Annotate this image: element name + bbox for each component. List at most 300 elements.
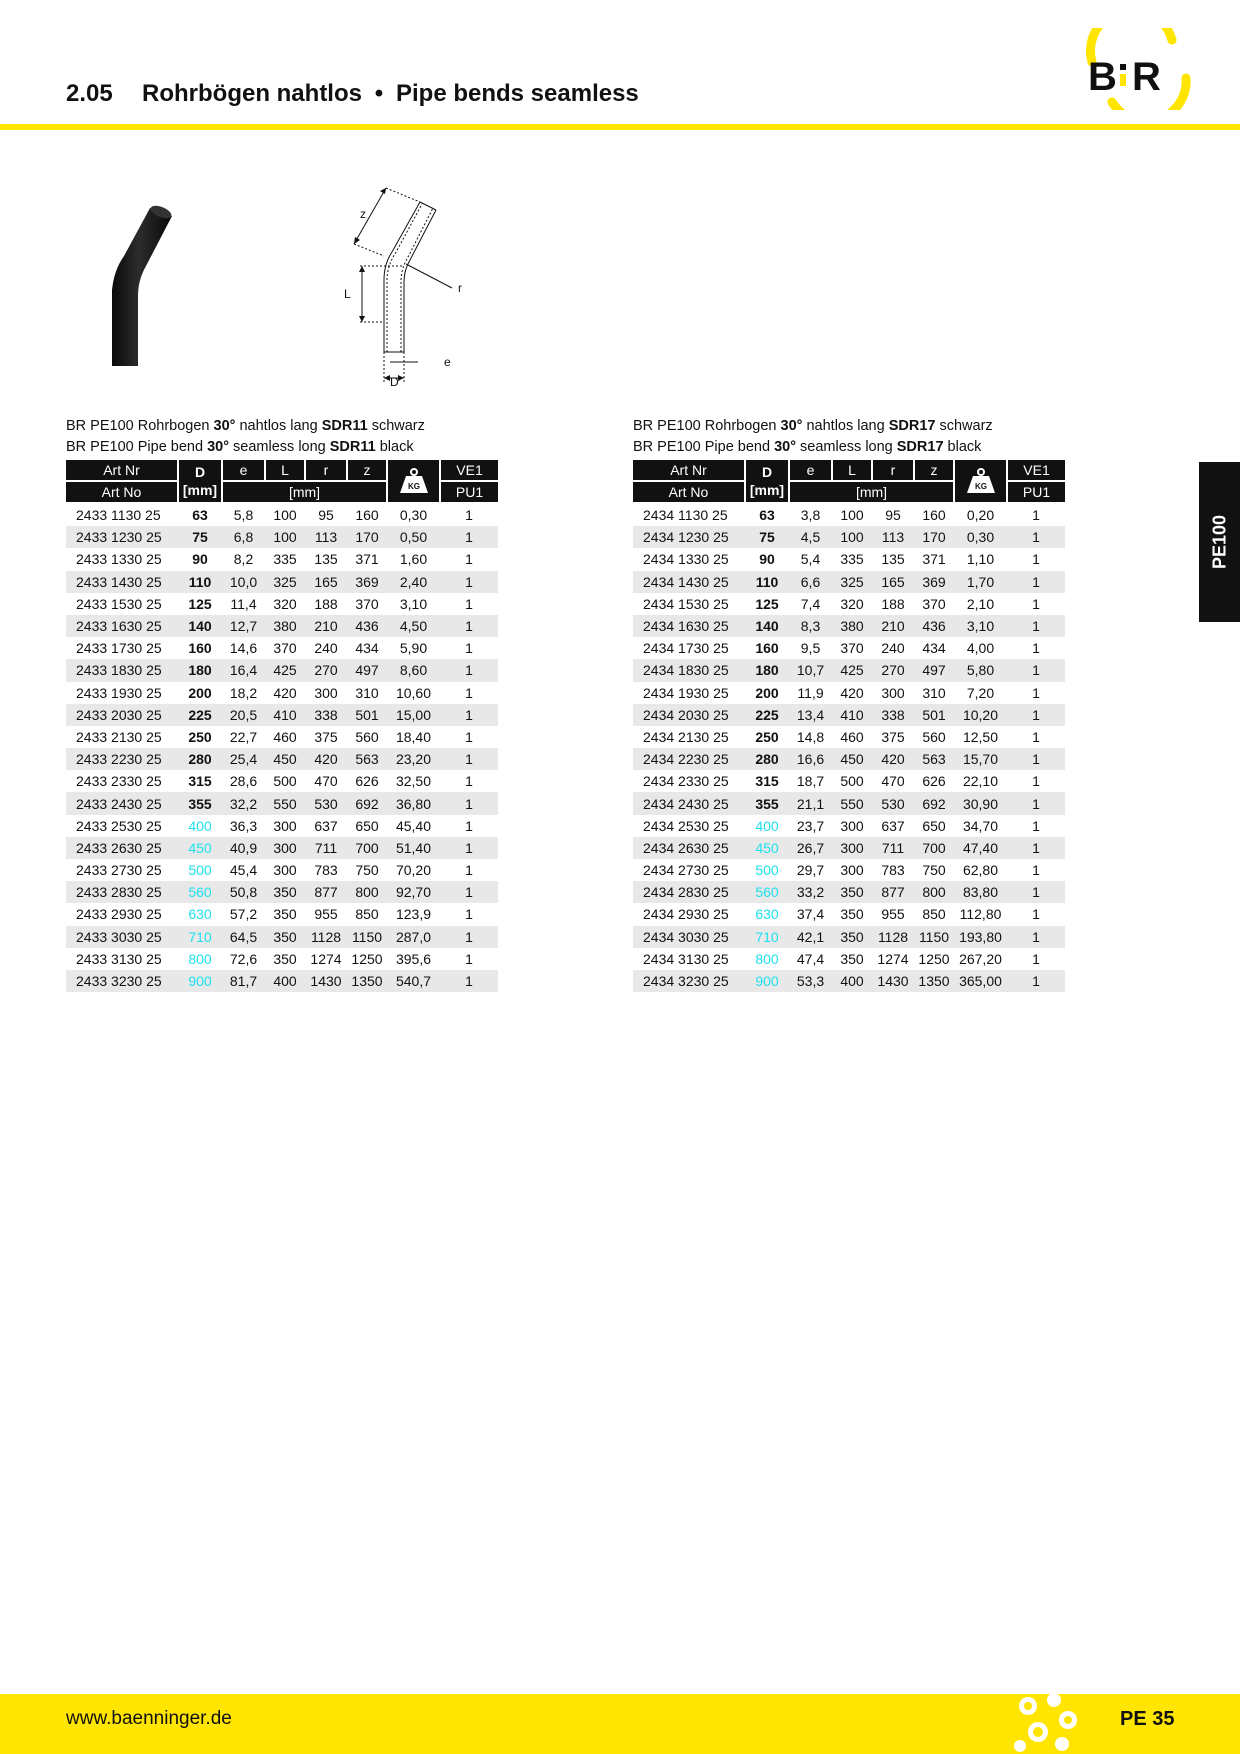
- table-row: [66, 748, 498, 770]
- cell-e: 13,4: [789, 704, 832, 726]
- cell-l: 300: [265, 837, 305, 859]
- caption-german: BR PE100 Rohrbogen 30° nahtlos lang SDR11 schwarz: [66, 418, 425, 434]
- table-row: [633, 859, 1065, 881]
- cell-l: 100: [840, 507, 864, 524]
- cell-ve1: 1: [440, 704, 498, 726]
- cell-e: 8,3: [789, 615, 832, 637]
- cell-e: 57,2: [229, 906, 258, 923]
- table-row: [633, 615, 1065, 637]
- cell-d: 450: [745, 837, 789, 859]
- cell-e: 25,4: [222, 748, 265, 770]
- diagram-label-l: L: [344, 287, 351, 301]
- cell-weight: 3,10: [954, 615, 1007, 637]
- header-l: L: [265, 460, 305, 481]
- cell-l: 380: [265, 615, 305, 637]
- cell-weight: 1,70: [954, 571, 1007, 593]
- cell-l: 500: [840, 773, 864, 790]
- cell-art-no: 2434 1830 25: [633, 659, 745, 681]
- header-pu1: PU1: [440, 481, 498, 503]
- cell-r: 530: [872, 792, 914, 814]
- svg-text:KG: KG: [974, 482, 987, 491]
- cell-r: 637: [314, 817, 338, 834]
- cell-ve1: 1: [1032, 507, 1040, 524]
- header-pu1: PU1: [1007, 481, 1065, 503]
- cell-e: 36,3: [229, 817, 258, 834]
- cell-r: 420: [872, 748, 914, 770]
- cell-d: 500: [188, 862, 212, 879]
- cell-r: 783: [881, 862, 905, 879]
- table-row: [633, 837, 1065, 859]
- cell-weight: 3,10: [399, 595, 428, 612]
- cell-d: 110: [178, 571, 222, 593]
- cell-art-no: 2434 1130 25: [643, 507, 728, 524]
- cell-ve1: 1: [1007, 571, 1065, 593]
- table-row: [633, 704, 1065, 726]
- cell-l: 425: [832, 659, 872, 681]
- cell-art-no: 2434 2030 25: [633, 704, 745, 726]
- header-mm: [mm]: [222, 481, 387, 503]
- cell-r: 470: [881, 773, 905, 790]
- cell-e: 40,9: [222, 837, 265, 859]
- cell-e: 20,5: [222, 704, 265, 726]
- cell-r: 1128: [305, 926, 347, 948]
- cell-art-no: 2434 1330 25: [643, 551, 729, 568]
- header-r: r: [305, 460, 347, 481]
- weight-icon: [965, 467, 997, 495]
- cell-d: 900: [178, 970, 222, 992]
- cell-weight: 12,50: [962, 728, 999, 745]
- cell-l: 420: [273, 684, 297, 701]
- cell-d: 560: [178, 881, 222, 903]
- table-row: [66, 815, 498, 837]
- cell-ve1: 1: [440, 659, 498, 681]
- cell-e: 47,4: [796, 950, 825, 967]
- cell-art-no: 2434 3230 25: [633, 970, 745, 992]
- table-row: [66, 548, 498, 570]
- cell-r: 188: [881, 595, 905, 612]
- table-row: [633, 571, 1065, 593]
- caption-english: BR PE100 Pipe bend 30° seamless long SDR11 black: [66, 439, 414, 455]
- cell-art-no: 2433 2730 25: [76, 862, 162, 879]
- cell-l: 450: [832, 748, 872, 770]
- cell-d: 225: [745, 704, 789, 726]
- cell-d: 800: [188, 950, 212, 967]
- cell-r: 470: [314, 773, 338, 790]
- cell-d: 315: [188, 773, 212, 790]
- cell-z: 170: [347, 526, 387, 548]
- cell-weight: 4,50: [387, 615, 440, 637]
- cell-d: 200: [755, 684, 779, 701]
- cell-weight: 36,80: [387, 792, 440, 814]
- cell-d: 250: [188, 728, 212, 745]
- cell-weight: 51,40: [387, 837, 440, 859]
- cell-r: 637: [881, 817, 905, 834]
- cell-e: 11,4: [230, 595, 257, 612]
- cell-l: 325: [265, 571, 305, 593]
- cell-z: 700: [914, 837, 954, 859]
- header-e: e: [789, 460, 832, 481]
- header-ve1: VE1: [440, 460, 498, 481]
- cell-e: 14,6: [229, 640, 258, 657]
- cell-art-no: 2434 2930 25: [643, 906, 729, 923]
- cell-d: 400: [755, 817, 779, 834]
- cell-art-no: 2433 2130 25: [76, 728, 162, 745]
- table-row: [633, 682, 1065, 704]
- cell-weight: 0,30: [399, 507, 428, 524]
- cell-weight: 1,60: [399, 551, 428, 568]
- cell-art-no: 2434 3130 25: [643, 950, 729, 967]
- footer-website-link[interactable]: www.baenninger.de: [66, 1708, 232, 1729]
- cell-weight: 23,20: [387, 748, 440, 770]
- cell-weight: 7,20: [966, 684, 995, 701]
- cell-d: 140: [745, 615, 789, 637]
- cell-weight: 0,20: [966, 507, 995, 524]
- cell-r: 240: [314, 640, 338, 657]
- cell-z: 563: [347, 748, 387, 770]
- section-number: 2.05: [66, 80, 113, 107]
- header-mm: [mm]: [789, 481, 954, 503]
- cell-weight: 193,80: [954, 926, 1007, 948]
- cell-l: 410: [265, 704, 305, 726]
- table-row: [66, 792, 498, 814]
- cell-e: 8,2: [233, 551, 254, 568]
- cell-weight: 0,50: [387, 526, 440, 548]
- cell-e: 33,2: [789, 881, 832, 903]
- cell-weight: 34,70: [962, 817, 999, 834]
- cell-z: 560: [922, 728, 946, 745]
- cell-weight: 10,60: [395, 684, 432, 701]
- cell-d: 400: [188, 817, 212, 834]
- cell-art-no: 2433 3030 25: [66, 926, 178, 948]
- title-english: Pipe bends seamless: [395, 80, 639, 107]
- table-row: [66, 770, 498, 792]
- caption-german: BR PE100 Rohrbogen 30° nahtlos lang SDR17 schwarz: [633, 418, 993, 434]
- cell-e: 7,4: [800, 595, 821, 612]
- cell-e: 6,6: [789, 571, 832, 593]
- header-r: r: [872, 460, 914, 481]
- cell-l: 450: [265, 748, 305, 770]
- cell-weight: 45,40: [395, 817, 432, 834]
- cell-l: 350: [273, 950, 297, 967]
- header-d: D [mm]: [178, 460, 222, 503]
- cell-l: 300: [273, 817, 297, 834]
- cell-ve1: 1: [465, 950, 473, 967]
- cell-ve1: 1: [465, 728, 473, 745]
- cell-l: 300: [840, 862, 864, 879]
- cell-weight: 62,80: [962, 862, 999, 879]
- cell-d: 63: [192, 507, 208, 524]
- cell-r: 338: [872, 704, 914, 726]
- table-row: [66, 503, 498, 526]
- cell-art-no: 2434 1630 25: [633, 615, 745, 637]
- table-row: [66, 948, 498, 970]
- cell-z: 436: [347, 615, 387, 637]
- side-tab-label: PE100: [1209, 514, 1229, 570]
- cell-l: 350: [840, 906, 864, 923]
- cell-z: 800: [914, 881, 954, 903]
- table-row: [66, 593, 498, 615]
- cell-z: 160: [922, 507, 946, 524]
- cell-z: 371: [355, 551, 379, 568]
- cell-ve1: 1: [440, 748, 498, 770]
- cell-d: 75: [178, 526, 222, 548]
- cell-weight: 0,30: [954, 526, 1007, 548]
- cell-r: 1430: [872, 970, 914, 992]
- cell-r: 95: [885, 507, 901, 524]
- cell-e: 10,7: [789, 659, 832, 681]
- cell-art-no: 2434 1530 25: [643, 595, 729, 612]
- logo-dot-top: [1120, 64, 1126, 70]
- cell-d: 90: [759, 551, 775, 568]
- cell-ve1: 1: [1007, 881, 1065, 903]
- cell-e: 4,5: [789, 526, 832, 548]
- cell-weight: 540,7: [387, 970, 440, 992]
- cell-ve1: 1: [440, 926, 498, 948]
- cell-weight: 92,70: [387, 881, 440, 903]
- cell-e: 45,4: [229, 862, 258, 879]
- header-art-no: Art No: [66, 481, 178, 503]
- cell-r: 955: [314, 906, 338, 923]
- header-weight: [387, 460, 440, 503]
- cell-d: 280: [178, 748, 222, 770]
- cell-ve1: 1: [1007, 837, 1065, 859]
- table-row: [633, 903, 1065, 925]
- cell-art-no: 2433 1730 25: [76, 640, 162, 657]
- cell-d: 140: [178, 615, 222, 637]
- cell-ve1: 1: [1007, 659, 1065, 681]
- cell-weight: 32,50: [395, 773, 432, 790]
- cell-art-no: 2433 2330 25: [76, 773, 162, 790]
- cell-art-no: 2433 1230 25: [66, 526, 178, 548]
- cell-z: 692: [914, 792, 954, 814]
- cell-z: 501: [914, 704, 954, 726]
- cell-e: 23,7: [796, 817, 825, 834]
- table-row: [66, 682, 498, 704]
- cell-art-no: 2434 1930 25: [643, 684, 729, 701]
- cell-z: 369: [914, 571, 954, 593]
- table-row: [633, 770, 1065, 792]
- cell-z: 369: [347, 571, 387, 593]
- table-row: [633, 593, 1065, 615]
- cell-e: 5,8: [233, 507, 254, 524]
- cell-r: 270: [872, 659, 914, 681]
- cell-d: 280: [745, 748, 789, 770]
- header-ve1: VE1: [1007, 460, 1065, 481]
- cell-art-no: 2433 1830 25: [66, 659, 178, 681]
- cell-art-no: 2433 2530 25: [76, 817, 162, 834]
- cell-weight: 267,20: [959, 950, 1002, 967]
- cell-art-no: 2434 2330 25: [643, 773, 729, 790]
- cell-z: 800: [347, 881, 387, 903]
- cell-weight: 70,20: [395, 862, 432, 879]
- cell-z: 310: [355, 684, 379, 701]
- cell-d: 450: [178, 837, 222, 859]
- cell-weight: 123,9: [395, 906, 432, 923]
- cell-e: 72,6: [229, 950, 258, 967]
- cell-weight: 112,80: [959, 906, 1002, 923]
- cell-l: 350: [265, 926, 305, 948]
- cell-r: 375: [881, 728, 905, 745]
- cell-e: 53,3: [789, 970, 832, 992]
- cell-art-no: 2433 2830 25: [66, 881, 178, 903]
- cell-r: 95: [318, 507, 334, 524]
- cell-z: 1150: [347, 926, 387, 948]
- cell-d: 125: [755, 595, 779, 612]
- cell-e: 11,9: [797, 684, 824, 701]
- table-caption: [633, 416, 1065, 458]
- diagram-label-z: z: [360, 207, 366, 221]
- cell-e: 29,7: [796, 862, 825, 879]
- cell-ve1: 1: [1032, 862, 1040, 879]
- header-art-nr: Art Nr: [633, 460, 745, 481]
- cell-art-no: 2434 2530 25: [643, 817, 729, 834]
- cell-l: 500: [273, 773, 297, 790]
- caption-english: BR PE100 Pipe bend 30° seamless long SDR17 black: [633, 439, 982, 455]
- data-table-sdr11: [66, 460, 498, 992]
- cell-r: 877: [305, 881, 347, 903]
- table-row: [633, 526, 1065, 548]
- cell-ve1: 1: [465, 773, 473, 790]
- cell-e: 3,8: [800, 507, 821, 524]
- cell-r: 1274: [877, 950, 909, 967]
- cell-z: 650: [355, 817, 379, 834]
- cell-d: 630: [188, 906, 212, 923]
- cell-r: 1274: [310, 950, 342, 967]
- cell-z: 160: [355, 507, 379, 524]
- cell-z: 497: [914, 659, 954, 681]
- cell-l: 335: [840, 551, 864, 568]
- cell-ve1: 1: [1032, 728, 1040, 745]
- header-rule: [0, 124, 1240, 130]
- cell-weight: 5,80: [954, 659, 1007, 681]
- cell-art-no: 2434 2630 25: [633, 837, 745, 859]
- cell-z: 626: [355, 773, 379, 790]
- cell-z: 436: [914, 615, 954, 637]
- logo-letter-r: R: [1132, 55, 1161, 99]
- cell-art-no: 2433 3230 25: [66, 970, 178, 992]
- table-row: [633, 970, 1065, 992]
- cell-ve1: 1: [1032, 773, 1040, 790]
- cell-l: 380: [832, 615, 872, 637]
- cell-art-no: 2433 2430 25: [66, 792, 178, 814]
- table-row: [633, 726, 1065, 748]
- cell-l: 350: [832, 881, 872, 903]
- cell-weight: 395,6: [395, 950, 432, 967]
- weight-icon: [398, 467, 430, 495]
- cell-ve1: 1: [1007, 704, 1065, 726]
- cell-ve1: 1: [1007, 526, 1065, 548]
- cell-art-no: 2434 3030 25: [633, 926, 745, 948]
- cell-ve1: 1: [440, 837, 498, 859]
- cell-ve1: 1: [1007, 792, 1065, 814]
- diagram-label-r: r: [458, 281, 462, 295]
- cell-r: 375: [314, 728, 338, 745]
- header-l: L: [832, 460, 872, 481]
- brand-logo: [1082, 28, 1194, 110]
- cell-d: 75: [745, 526, 789, 548]
- header-z: z: [914, 460, 954, 481]
- table-caption: [66, 416, 498, 458]
- table-row: [633, 792, 1065, 814]
- cell-e: 10,0: [222, 571, 265, 593]
- cell-r: 210: [872, 615, 914, 637]
- cell-l: 550: [265, 792, 305, 814]
- cell-weight: 18,40: [395, 728, 432, 745]
- title-separator: •: [374, 80, 384, 107]
- cell-ve1: 1: [1007, 615, 1065, 637]
- table-row: [633, 948, 1065, 970]
- cell-e: 16,6: [789, 748, 832, 770]
- cell-r: 530: [305, 792, 347, 814]
- cell-weight: 4,00: [966, 640, 995, 657]
- cell-z: 1350: [914, 970, 954, 992]
- table-row: [633, 637, 1065, 659]
- cell-z: 370: [355, 595, 379, 612]
- table-row: [66, 837, 498, 859]
- cell-e: 6,8: [222, 526, 265, 548]
- header-d: D [mm]: [745, 460, 789, 503]
- cell-r: 877: [872, 881, 914, 903]
- cell-weight: 22,10: [962, 773, 999, 790]
- cell-art-no: 2433 1430 25: [66, 571, 178, 593]
- cell-l: 320: [273, 595, 297, 612]
- cell-art-no: 2433 1930 25: [76, 684, 162, 701]
- cell-art-no: 2433 1530 25: [76, 595, 162, 612]
- cell-ve1: 1: [1032, 906, 1040, 923]
- cell-z: 850: [355, 906, 379, 923]
- cell-d: 710: [178, 926, 222, 948]
- cell-ve1: 1: [465, 906, 473, 923]
- cell-l: 550: [832, 792, 872, 814]
- cell-ve1: 1: [440, 526, 498, 548]
- cell-z: 563: [914, 748, 954, 770]
- cell-l: 350: [840, 950, 864, 967]
- cell-ve1: 1: [465, 817, 473, 834]
- cell-art-no: 2433 2030 25: [66, 704, 178, 726]
- cell-ve1: 1: [1032, 551, 1040, 568]
- cell-ve1: 1: [1032, 817, 1040, 834]
- cell-z: 497: [347, 659, 387, 681]
- cell-weight: 10,20: [954, 704, 1007, 726]
- cell-z: 370: [922, 595, 946, 612]
- cell-r: 1430: [305, 970, 347, 992]
- table-row: [66, 615, 498, 637]
- cell-z: 434: [922, 640, 946, 657]
- cell-ve1: 1: [1032, 640, 1040, 657]
- table-row: [633, 503, 1065, 526]
- cell-e: 26,7: [789, 837, 832, 859]
- cell-weight: 2,10: [966, 595, 995, 612]
- cell-z: 560: [355, 728, 379, 745]
- cell-e: 16,4: [222, 659, 265, 681]
- cell-z: 750: [355, 862, 379, 879]
- cell-ve1: 1: [465, 684, 473, 701]
- header-art-no: Art No: [633, 481, 745, 503]
- cell-l: 410: [832, 704, 872, 726]
- cell-r: 135: [881, 551, 905, 568]
- header-art-nr: Art Nr: [66, 460, 178, 481]
- cell-d: 125: [188, 595, 212, 612]
- cell-art-no: 2434 2230 25: [633, 748, 745, 770]
- cell-ve1: 1: [465, 640, 473, 657]
- cell-e: 21,1: [789, 792, 832, 814]
- table-section-sdr11: [66, 416, 498, 992]
- cell-r: 113: [305, 526, 347, 548]
- cell-art-no: 2434 1430 25: [633, 571, 745, 593]
- cell-z: 1150: [914, 926, 954, 948]
- cell-l: 100: [832, 526, 872, 548]
- cell-ve1: 1: [440, 615, 498, 637]
